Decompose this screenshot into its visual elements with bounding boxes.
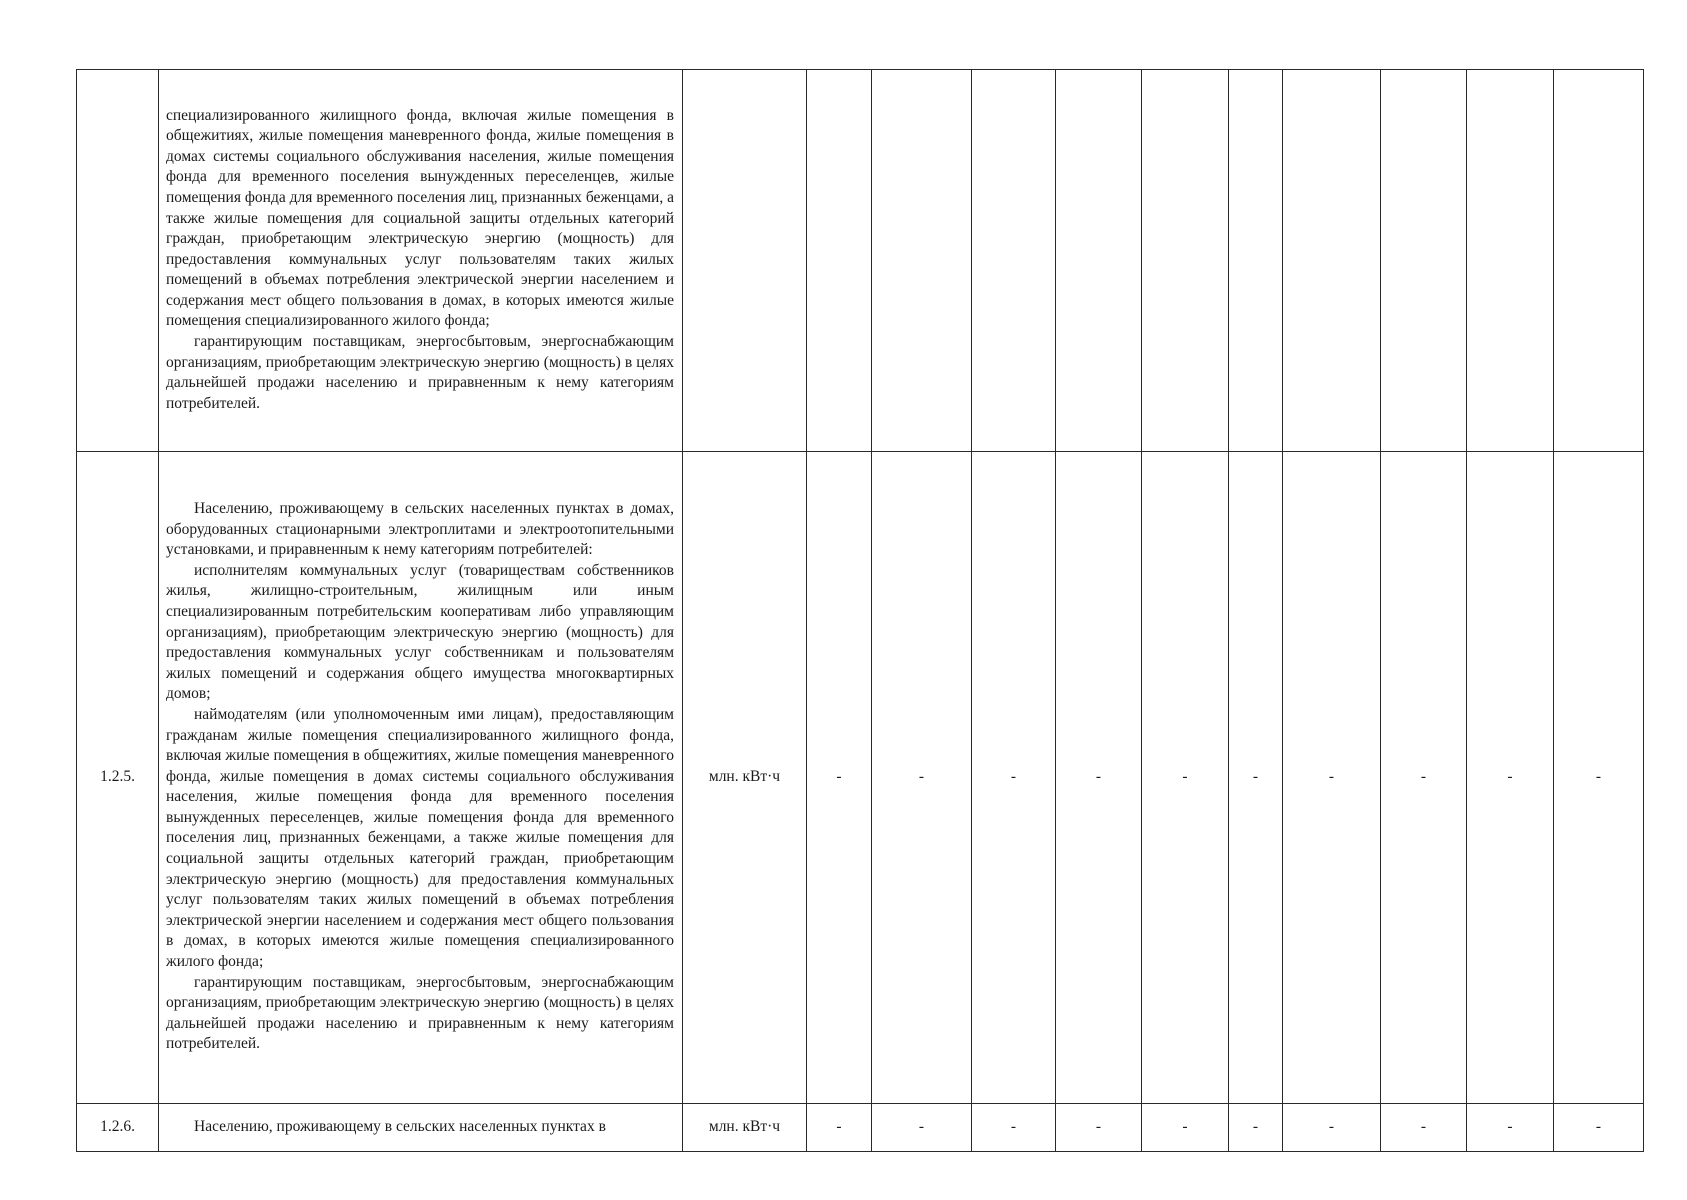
value-cell: - — [807, 1104, 872, 1152]
table-row — [77, 452, 1644, 1104]
description-paragraph: Населению, проживающему в сельских населенных пунктах в — [194, 1118, 606, 1135]
value-cell: - — [1229, 1104, 1283, 1152]
value-cell — [807, 70, 872, 452]
value-cell: - — [1056, 1104, 1142, 1152]
value-cell: - — [1381, 452, 1467, 1104]
description-paragraph: специализированного жилищного фонда, включая жилые помещения в общежитиях, жилые помещения маневренного фонда, жилые помещения в домах системы социального обслуживания населения, жилые помещения фонда для временного поселения вынужденных переселенцев, жилые помещения фонда для временного поселения лиц, признанных беженцами, а также жилые помещения для социальной защиты отдельных категорий граждан, приобретающим электрическую энергию (мощность) для предоставления коммунальных услуг пользователям таких жилых помещений в объемах потребления электрической энергии населением и содержания мест общего пользования в домах, в которых имеются жилые помещения специализированного жилого фонда; — [166, 106, 674, 330]
description-paragraph: гарантирующим поставщикам, энергосбытовым, энергоснабжающим организациям, приобретающим электрическую энергию (мощность) в целях дальнейшей продажи населению и приравненным к нему категориям потребителей. — [166, 333, 674, 412]
value-cell: - — [1229, 452, 1283, 1104]
value-cell — [1283, 70, 1381, 452]
value-cell: - — [972, 1104, 1056, 1152]
value-cell: - — [1056, 452, 1142, 1104]
value-cell: - — [1142, 1104, 1229, 1152]
table-row — [77, 1104, 1644, 1152]
description-paragraph: гарантирующим поставщикам, энергосбытовым, энергоснабжающим организациям, приобретающим электрическую энергию (мощность) в целях дальнейшей продажи населению и приравненным к нему категориям потребителей. — [166, 973, 674, 1053]
value-cell: - — [807, 452, 872, 1104]
value-cell: - — [1467, 1104, 1554, 1152]
value-cell — [872, 70, 972, 452]
value-cell — [1381, 70, 1467, 452]
value-cell — [1554, 70, 1644, 452]
value-cell: - — [972, 452, 1056, 1104]
value-cell: - — [1283, 1104, 1381, 1152]
description-paragraph: исполнителям коммунальных услуг (товариществам собственников жилья, жилищно-строительным, жилищным или иным специализированным потребительским кооперативам либо управляющим организациям), приобретающим электрическую энергию (мощность) для предоставления коммунальных услуг собственникам и пользователям жилых помещений и содержания общего имущества многоквартирных домов; — [166, 561, 674, 703]
value-cell: - — [1381, 1104, 1467, 1152]
description-paragraph: наймодателям (или уполномоченным ими лицам), предоставляющим гражданам жилые помещения специализированного жилищного фонда, включая жилые помещения в общежитиях, жилые помещения маневренного фонда, жилые помещения в домах системы социального обслуживания населения, жилые помещения фонда для временного поселения вынужденных переселенцев, жилые помещения фонда для временного поселения лиц, признанных беженцами, а также жилые помещения для социальной защиты отдельных категорий граждан, приобретающим электрическую энергию (мощность) для предоставления коммунальных услуг пользователям таких жилых помещений в объемах потребления электрической энергии населением и содержания мест общего пользования в домах, в которых имеются жилые помещения специализированного жилого фонда; — [166, 705, 674, 971]
row-description — [159, 1104, 683, 1152]
value-cell — [972, 70, 1056, 452]
unit-cell — [683, 70, 807, 452]
unit-cell: млн. кВт·ч — [683, 1104, 807, 1152]
table-row — [77, 70, 1644, 452]
data-table — [76, 69, 1644, 1152]
value-cell — [1142, 70, 1229, 452]
value-cell: - — [1467, 452, 1554, 1104]
row-description — [159, 70, 683, 452]
value-cell: - — [872, 1104, 972, 1152]
row-number: 1.2.5. — [77, 452, 159, 1104]
value-cell — [1229, 70, 1283, 452]
value-cell: - — [1142, 452, 1229, 1104]
unit-cell: млн. кВт·ч — [683, 452, 807, 1104]
value-cell: - — [1554, 1104, 1644, 1152]
description-paragraph: Населению, проживающему в сельских населенных пунктах в домах, оборудованных стационарными электроплитами и электроотопительными установками, и приравненным к нему категориям потребителей: — [166, 499, 674, 559]
row-number — [77, 70, 159, 452]
value-cell — [1056, 70, 1142, 452]
row-description — [159, 452, 683, 1104]
value-cell: - — [872, 452, 972, 1104]
value-cell: - — [1283, 452, 1381, 1104]
value-cell — [1467, 70, 1554, 452]
row-number: 1.2.6. — [77, 1104, 159, 1152]
value-cell: - — [1554, 452, 1644, 1104]
